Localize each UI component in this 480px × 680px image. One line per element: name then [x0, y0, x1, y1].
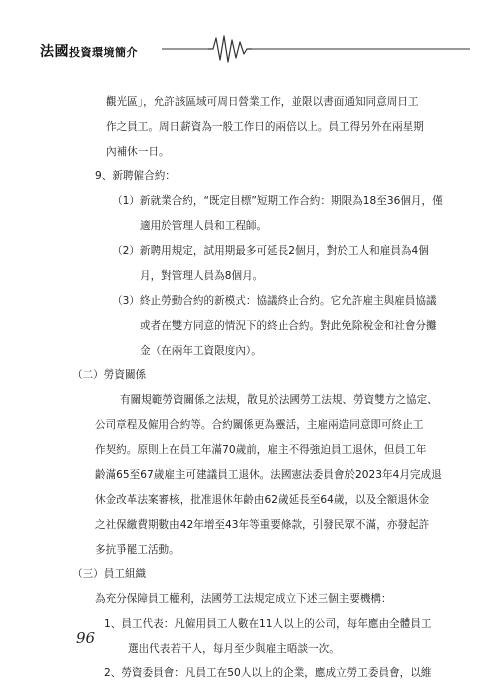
- text-line: 多抗爭罷工活動。: [95, 544, 180, 556]
- text-line: 齡滿65至67歲雇主可建議員工退休。法國憲法委員會於2023年4月完成退: [95, 469, 442, 481]
- text-line: 作契約。原則上在員工年滿70歲前，雇主不得強迫員工退休，但員工年: [95, 444, 427, 456]
- list-item: 2、勞資委員會：凡員工在50人以上的企業，應成立勞工委員會，以維: [104, 667, 432, 679]
- text-line: 金（在兩年工資限度內）。: [140, 345, 262, 357]
- text-line: 之社保繳費期數由42年增至43年等重要條款，引發民眾不滿，亦發起許: [95, 519, 430, 531]
- text-line: 有關規範勞資關係之法規，散見於法國勞工法規、勞資雙方之協定、: [120, 394, 438, 406]
- list-item: （1）新就業合約，“既定目標”短期工作合約：期限為18至36個月，僅: [112, 195, 443, 207]
- list-heading: 9、新聘僱合約：: [95, 170, 176, 182]
- section-heading: （三）員工組織: [72, 568, 147, 580]
- header-title-small: 投資環境簡介: [69, 46, 138, 59]
- text-line: 觀光區」，允許該區域可周日營業工作，並限以書面通知同意周日工: [106, 96, 419, 108]
- page-number: 96: [76, 629, 96, 647]
- text-line: 月，對管理人員為8個月。: [140, 270, 264, 282]
- text-line: 適用於管理人員和工程師。: [140, 220, 268, 232]
- text-line: 選出代表若干人，每月至少與雇主晤談一次。: [128, 643, 340, 655]
- header-pulse-line: [208, 36, 252, 62]
- list-item: （2）新聘用規定，試用期最多可延長2個月，對於工人和雇員為4個: [112, 245, 429, 257]
- text-line: 為充分保障員工權利，法國勞工法規定成立下述三個主要機構：: [95, 593, 392, 605]
- list-item: 1、員工代表：凡僱用員工人數在11人以上的公司，每年應由全體員工: [104, 618, 432, 630]
- header-title-big: 法國: [40, 44, 69, 60]
- text-line: 休金改革法案審核，批准退休年齡由62歲延長至64歲，以及全額退休金: [95, 494, 430, 506]
- header-title: [40, 41, 138, 61]
- text-line: 或者在雙方同意的情況下的終止合約。對此免除稅金和社會分攤: [140, 320, 437, 332]
- text-line: 作之員工。周日薪資為一般工作日的兩倍以上。員工得另外在兩星期: [106, 121, 424, 133]
- text-line: 公司章程及僱用合約等。合約關係更為靈活，主雇兩造同意即可終止工: [95, 419, 424, 431]
- text-line: 內補休一日。: [106, 146, 170, 158]
- section-heading: （二）勞資關係: [72, 369, 147, 381]
- list-item: （3）終止勞動合約的新模式：協議終止合約。它允許雇主與雇員協議: [112, 295, 437, 307]
